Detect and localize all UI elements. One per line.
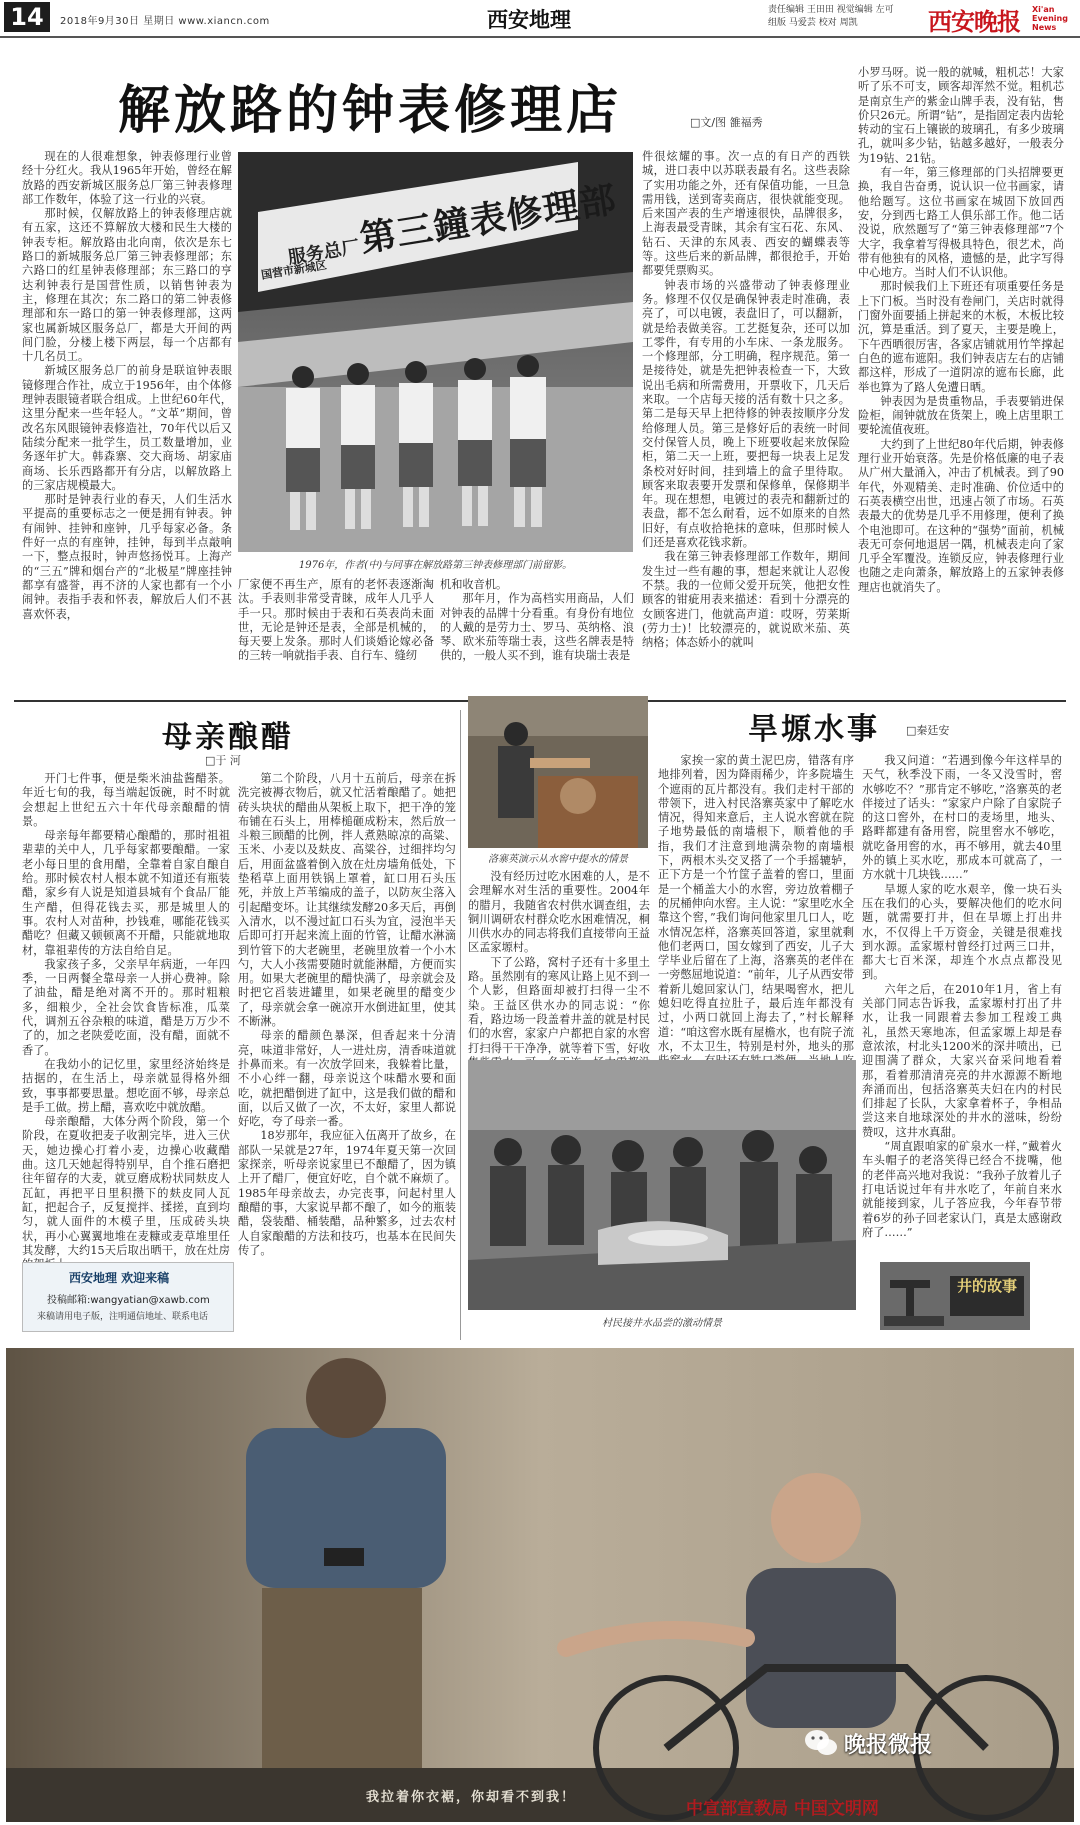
- paragraph: 母亲酿醋，大体分两个阶段，第一个阶段，在夏收把麦子收割完毕，进入三伏天，她边操心打着小麦，边操心收藏醋曲。这几天她起得特别早，自个推石磨把往年留存的大麦，就豆磨成粉状同麸皮人瓦缸，再把平日里积攒下的麸皮同人瓦缸，把起合子，反复搅拌、揉搓，直到均匀，就人面件的木模子里，压成砖头块状，再小心翼翼地堆在麦糠或麦草堆里任其发酵，大约15天后取出晒干，放在灶房: [22, 1115, 230, 1257]
- paragraph: 机和收音机。: [440, 578, 508, 591]
- paragraph: 那时是钟表行业的春天，人们生活水平提高的重要标志之一便是拥有钟表。钟有闹钟、挂钟和座钟，几乎每家必备。条件好一点的有座钟，挂钟，每到半点敲响一下，整点报时，钟声悠扬悦耳。上海产的“三五”牌和烟台产的“北极星”牌座挂钟都享有盛誉，再不济的人家也都有一个小闹钟。表指手表和怀表，解放后人们不甚喜欢怀表，: [22, 493, 232, 621]
- ad-slogan: 我拉着你衣裾，你却看不到我！: [366, 1790, 577, 1805]
- paragraph: 下了公路，窝村子还有十多里土路。虽然刚有的寒风让路上见不到一个人影，但路面却被打扫得一尘不染。王益区供水办的同志说：“你看，路边场一段盖着井盖的就是村民们的水窖，家家户户都把自家的水窖打扫得干干净净，就等着下雪，好收: [468, 955, 650, 1055]
- byline-vinegar: □于 河: [205, 754, 241, 767]
- paragraph: 小罗马呀。说一般的就喊，粗机芯！大家听了乐不可支，顾客却浑然不觉。粗机芯是南京生产的紫金山牌手表，没有钻，售价只26元。所谓“钻”，是指固定表内齿轮转动的宝石上镶嵌的玻璃孔，有多少玻璃孔，就叫多少钻，钻越多越好，一般表分为19钻、21钻。: [858, 66, 1064, 165]
- headline-water: 旱塬水事: [748, 712, 880, 747]
- paragraph: 在我幼小的记忆里，家里经济始终是拮据的，在生活上，母亲就显得格外细致，事事都要思量。想吃面不够，母亲总是手工做。捞上醋，喜欢吃中就放醋。: [22, 1057, 230, 1114]
- paragraph: “周直跟咱家的矿泉水一样，”戴着火车头帽子的老洛笑得已经合不拢嘴，他的老伴高兴地对我说：“我孙子放着儿子打电话说过年有井水吃了，年前自来水就能接到家，儿子答应我，今年春节带着6岁的孙子回老家认门，真是太感谢政府了……”: [862, 1140, 1062, 1239]
- article-water-col-2: [658, 754, 854, 1054]
- logo-en-1: Xi'an: [1032, 5, 1055, 14]
- paragraph: 我家孩子多，父亲早年病逝，一年四季，一日两餐全靠母亲一人拼心费神。除了油盐，醋是绝对离不开的。那时粗粮多，细粮少，全社会饮食皆标准，瓜菜代，调剂五谷杂粮的味道，醋是万万少不了的，加之老陕爱吃面，没有醋，面就不香了。: [22, 957, 230, 1057]
- article-clock-col-2: [238, 578, 434, 695]
- paragraph: 钟表因为是贵重物品，手表要销进保险柜，闹钟就放在货架上，晚上店里职工要轮流值夜班。: [858, 394, 1064, 437]
- photo-villagers-tasting: [468, 1060, 856, 1310]
- paragraph: 母亲的醋颜色暴深，但香起来十分清亮，味道非常好，人一进灶房，清香味道就扑鼻而来。有一次放学回来，我躲着比量，不小心绊一翻，母亲说这个味醋水要和面吃，就把醋倒进了缸中，这是我们做的醋和面，以后又做了一次，不太好，家里人都说好吃，夸了母亲一番。: [238, 1029, 456, 1129]
- watermark-text: 晚报微报: [844, 1733, 933, 1758]
- photo-caption-villagers: 村民接井水品尝的激动情景: [602, 1318, 722, 1329]
- paragraph: 那时候，仅解放路上的钟表修理店就有五家，这还不算解放大楼和民生大楼的钟表专柜。解放路由北向南，依次是东七路口的新城服务总厂第三钟表修理部；东六路口的红星钟表修理部；东三路口的亨达利钟表行是国营性质，以销售钟表为主，修理在其次；东二路口的第二钟表修理部和东一路口的第一钟表修理部，这两家也属新城区服务总厂，都是大开间的两间门脸，分楼上楼下两层，每一个店都有十几名员工。: [22, 207, 232, 364]
- paragraph: 件很炫耀的事。次一点的有日产的西铁城，进口表中以苏联表最有名。这些表除了实用功能之外，还有保值功能，一旦急需用钱，送到寄卖商店，很快就能变现。后来国产表的生产增速很快，品牌很多，上海表最受青睐，其余有宝石花、东风、钻石、天津的东风表、西安的蝴蝶表等等。这些后来的新品牌，都很抢手，开始都要凭票购买。: [642, 150, 850, 278]
- photo-villagers-image: [468, 1060, 856, 1310]
- paragraph: 钟表市场的兴盛带动了钟表修理业务。修理不仅仅是确保钟表走时准确，表亮了，可以电镀，表盘旧了，可以翻新，就是给表做美容。工艺挺复杂，还可以加工零件，有专用的小车床、一条龙服务。一个修理部，分工明确，程序规范。第一是接待处，就是先把钟表检查一下，大致说出毛病和所需费用，开票收下，几天后来取。一个店每天接的活有数十只之多。第二是每天早上把待修的钟表按顺序分发给修理人员。第三是修好后的表统一时间交付保管人员，晚上下班要收起来放保险柜，第二天一上班，要把每一块表上足发条校对好时间，挂到墙上的盒子里待取。顾客来取表要开发票和保修单，保修期半年。现在想想，电镀过的表壳和翻新过的表盘，都不怎么耐看，远不如原来的自然旧好，有点收拾艳抹的意味，但那时候人们还是喜欢花钱求新。: [642, 278, 850, 550]
- section-title: 西安地理: [487, 7, 571, 32]
- paragraph: 大约到了上世纪80年代后期，钟表修理行业开始衰落。先是价格低廉的电子表从广州大量涌入，冲击了机械表。到了90年代，外观精美、走时准确、价位适中的石英表横空出世，迅速占领了市场。石英表最大的优势是几乎不用修理，便利了换个电池即可。在这种的“强势”面前，机械表无可奈何地退居一隅，机械表走向了家几乎全军覆没。连锁反应，钟表修理行业也随之走向萧条，解放路上的五家钟表修理店也就消失了。: [858, 437, 1064, 594]
- paragraph: 厂家便不再生产，原有的老怀表逐渐淘汰。手表则非常受青睐，成年人几乎人手一只。那时候由于表和石英表尚未面世，无论是钟还是表，全部是机械的，每天要上发条。那时人们谈婚论嫁必备的三转一响就指手表、自行车、缝纫: [238, 578, 434, 663]
- page-number: 14: [4, 2, 50, 32]
- notice-instructions: 来稿请用电子版，注明通信地址、联系电话: [37, 1312, 209, 1322]
- editor-line-2: 组版 马爱芸 校对 周凯: [768, 18, 858, 28]
- sign-small-2: 服务总厂: [286, 236, 362, 269]
- editor-credits: [768, 4, 894, 30]
- paragraph: 我又问道：“若遇到像今年这样旱的天气，秋季没下雨，一冬又没雪时，窖水够吃不？”那肯定不够吃，”洛寨英的老伴接过了话头：“家家户户除了自家院子的这口窖外，在村口的麦场里，地头、路畔都建有备用窖，院里窖水不够吃，就吃备用窖的水，再不够用，就去40里外的镇上买水吃，那成本可就高了，一方水就十几块钱……”: [862, 754, 1062, 882]
- paragraph: 那时候我们上下班还有项重要任务是上下门板。当时没有卷闸门，关店时就得门窗外面要插上拼起来的木板，木板比较沉，算是重活。到了夏天，主要是晚上，下午西晒很厉害，各家店铺就用竹竿撑起白色的遮布遮阳。我们钟表店左右的店铺都这样，形成了一道阴凉的遮布长廊，此举也算为了路人免遭日晒。: [858, 280, 1064, 394]
- photo-shop-staff: [238, 152, 633, 552]
- photo-well-winch: [468, 696, 648, 848]
- sign-main: 第三鐘表修理部: [357, 178, 620, 261]
- article-clock-col-1: [22, 150, 232, 695]
- newspaper-logo-en: [1032, 5, 1068, 32]
- article-clock-col-3: [440, 578, 634, 695]
- notice-email: 投稿邮箱:wangyatian@xawb.com: [47, 1295, 210, 1306]
- paragraph: 六年之后，在2010年1月，省上有关部门同志告诉我，孟家塬村打出了井水，让我一同跟着去参加工程竣工典礼，虽然天寒地冻，但孟家塬上却是春意浓浓，村北头1200米的深井喷出，已迎围满了群众，大家兴奋采问地看着那，看着那清清亮亮的井水源源不断地奔涌而出，包括洛寨英夫妇在内的村民们排起了长队，大家拿着杯子，争相品尝这来自地球深处的井水的滋味，纷纷赞叹，这井水真甜。: [862, 982, 1062, 1139]
- notice-title: 西安地理 欢迎来稿: [69, 1271, 170, 1285]
- wechat-watermark: [804, 1726, 964, 1760]
- photo-well-winch-image: [468, 696, 648, 848]
- column-divider: [460, 710, 461, 1340]
- headline-vinegar: 母亲酿醋: [162, 720, 294, 755]
- dateline: 2018年9月30日 星期日 www.xiancn.com: [60, 16, 270, 27]
- photo-caption-clock: 1976年，作者(中)与同事在解放路第三钟表修理部门前留影。: [298, 560, 573, 571]
- article-clock-col-4: [642, 150, 850, 695]
- badge-label: 井的故事: [950, 1276, 1024, 1316]
- logo-en-3: News: [1032, 23, 1057, 32]
- contribution-notice: [22, 1262, 234, 1332]
- photo-caption-winch: 洛寨英演示从水窖中提水的情景: [488, 854, 628, 865]
- paragraph: 家挨一家的黄土泥巴房，错落有序地排列着，因为降雨稀少，许多院墙生个遮雨的瓦片都没有。我们走村干部的带领下，进入村民洛寨英家中了解吃水情况，得知来意后，主人说水窖就在院子地势最低的南墙根下，顺着他的手指，我们才注意到地满杂物的南墙根下，两根木头交叉搭了一个手摇辘轳，正下方是一个竹筐子盖着的窖口，里面是一个桶盖大小的水窖，旁边放着棚子的尻桶伸向水窖。主人说：“家里吃水全靠这个窖，”我们询问他家里几口人，吃水情况怎样，洛寨英回答道，家里就剩他们老两口，国女嫁到了西安，儿子大学毕业后留在了上海，洛寨英的老伴在一旁憋屈地说道：“前年，儿子从西安带着新儿媳回家认门，结果喝窖水，把儿媳妇吃得直拉肚子，最后连年都没有过，小两口就回上海去了，”村长解释道：“咱这窖水既有屋檐水，也有院子流水，不太卫生，特别是村外，地头的那: [658, 754, 854, 1053]
- headline-clock-shop: 解放路的钟表修理店: [118, 80, 623, 141]
- article-vinegar-col-1: [22, 772, 230, 1257]
- paragraph: 18岁那年，我应征入伍离开了故乡，在部队一呆就是27年，1974年夏天第一次回家探亲，听母亲说家里已不酿醋了，因为镇上开了醋厂，便宜好吃，自个就不麻烦了。1985年母亲故去，办完丧事，问起村里人酿醋的事，大家说早都不酿了，如今的瓶装醋，袋装醋、桶装醋，品种繁多，过去农村人自家酿醋的方法和技巧，也基本在民间失传了。: [238, 1129, 456, 1257]
- article-vinegar-col-2: [238, 772, 456, 1332]
- byline-water: □秦廷安: [906, 724, 950, 737]
- wechat-icon: [804, 1728, 838, 1758]
- paragraph: 旱塬人家的吃水艰辛，像一块石头压在我们的心头，要解决他们的吃水问题，就需要打井，但在旱塬上打出井水，不仅得上千万资金，关键是很难找到水源。孟家塬村曾经打过两三口井，都大七百米深，却连个水点点都没见到。: [862, 882, 1062, 982]
- paragraph: 我在第三钟表修理部工作数年，期间发生过一些有趣的事，想起来就让人忍俊不禁。我的一位师父爱开玩笑，他把女性顾客的钳疵用表来描述：看到十分漂亮的女顾客进门，他就高声道：哎呀，劳莱斯(劳力士)！比较漂亮的，就说欧米茄、英纳格；体态娇小的就叫: [642, 550, 850, 650]
- article-clock-col-5: [858, 66, 1064, 695]
- paragraph: 第二个阶段，八月十五前后，母亲在拆洗完被褥衣物后，就又忙活着酿醋了。她把砖头块状的醋曲从架板上取下，把干净的笼布铺在石头上，用棒槌砸成粉末，然后放一斗粮三顾醋的比例，拌人煮熟晾凉的高粱、玉米、小麦以及麸皮、高粱谷，过细拌均匀后，用面盆盛着倒入放在灶房墙角低处，下垫稻草上面用铁锅上罩着，缸口用石头压死，并放上芦苇编成的盖子，以防灰尘落入引起醋变坏。让其继续发酵20多天后，再倒入清水，以不漫过缸口石头为宜，浸泡半天后即可打开起来流上面的竹管，让醋水淋滴到竹管下的大老碗里，老碗里放着一个小木勺，大人小孩需要随时就能淋醋，方便而实用。如果大老碗里的醋快满了，母亲就会及时把它舀装进罐里，如果老碗里的醋变少了，母亲就会拿一碗凉开水倒进缸里，使其不断淋。: [238, 772, 456, 1029]
- column-badge: [880, 1262, 1030, 1330]
- paragraph: 那年月，作为高档实用商品，人们对钟表的品牌十分看重。有身份有地位的人戴的是劳力士、罗马、英纳格、浪琴、欧米茄等瑞士表，这些名牌表是特供的，一般人买不到，谁有块瑞士表是: [440, 592, 634, 663]
- public-service-ad: [6, 1348, 1074, 1822]
- paragraph: 现在的人很难想象，钟表修理行业曾经十分红火。我从1965年开始，曾经在解放路的西安新城区服务总厂第三钟表修理部工作数年，体验了这一行业的兴衰。: [22, 150, 232, 206]
- paragraph: 开门七件事，便是柴米油盐酱醋茶。年近七旬的我，每当端起饭碗，时不时就会想起上世纪五六十年代母亲酿醋的情景。: [22, 772, 230, 828]
- paragraph: 有一年，第三修理部的门头招牌要更换，我自告奋勇，说认识一位书画家，请他给题写。这位书画家在城固下放回西安，分到西七路工人俱乐部工作。他二话没说，欣然题写了“第三钟表修理部”7个大字，我拿着写得极具特色，很艺术，尚带有他独有的风格，遗憾的是，此字写得中心地方。当时人们不认识他。: [858, 166, 1064, 280]
- sign-small-1: 国营市新城区: [260, 258, 328, 282]
- editor-line-1: 责任编辑 王田田 视觉编辑 左可: [768, 5, 894, 15]
- ad-credit: 中宣部宣教局 中国文明网: [686, 1799, 879, 1819]
- newspaper-logo: 西安晚报: [928, 7, 1020, 36]
- logo-en-2: Evening: [1032, 14, 1068, 23]
- article-water-col-3: [862, 754, 1062, 1239]
- article-water-col-1: [468, 870, 650, 1054]
- byline-clock: □文/图 雒福秀: [690, 116, 763, 129]
- paragraph: 母亲每年都要精心酿醋的，那时祖祖辈辈的关中人，几乎每家都要酿醋。一家老小每日里的食用醋，全靠着自家自酿自给。那时候农村人根本就不知道还有瓶装醋，家乡有人说是知道县城有个食品厂能生产醋，但得花钱去买，那是城里人的事。农村人对苗种，抄钱难，哪能花钱买醋吃？但藏又顿顿离不开醋，只能就地取材，靠祖辈传的方法自给自足。: [22, 829, 230, 957]
- paragraph: 没有经历过吃水困难的人，是不会理解水对生活的重要性。2004年的腊月，我随省农村供水调查组，去铜川调研农村群众吃水困难情况，桐川供水办的同志将我们直接带向王益区孟家塬村。: [468, 870, 650, 955]
- page-header: [0, 0, 1080, 38]
- paragraph: 新城区服务总厂的前身是联谊钟表眼镜修理合作社，成立于1956年，由个体修理钟表眼镜者联合组成。上世纪60年代，这里分配来一些年轻人。“文革”期间，曾改名东风眼镜钟表修造社，70年代以后又陆续分配来一批学生，员工数量增加，业务逐年扩大。韩森寨、交大商场、胡家庙商场、长乐西路都开有分店，以解放路上的三家店规模最大。: [22, 364, 232, 492]
